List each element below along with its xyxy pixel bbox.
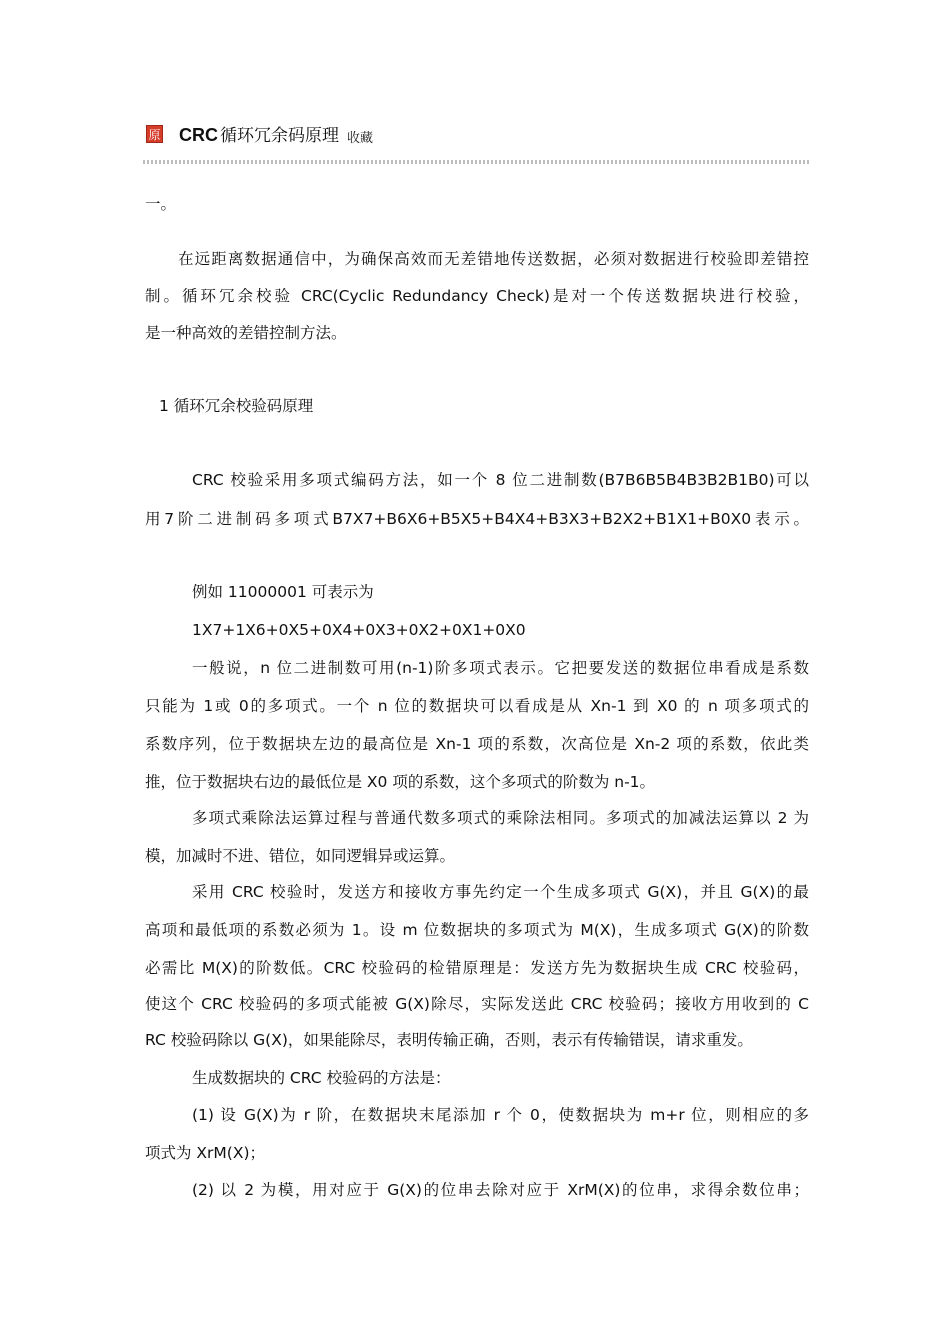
text-line: 必需比 M(X)的阶数低。CRC 校验码的检错原理是：发送方先为数据块生成 CRC 校验码，: [145, 959, 809, 977]
text-line: 生成数据块的 CRC 校验码的方法是：: [192, 1069, 451, 1087]
text-line: RC 校验码除以 G(X)，如果能除尽，表明传输正确，否则，表示有传输错误，请求重发。: [145, 1031, 753, 1049]
text-line: 使这个 CRC 校验码的多项式能被 G(X)除尽，实际发送此 CRC 校验码；接收方用收到的 C: [145, 995, 809, 1013]
text-line: 只能为 1或 0的多项式。一个 n 位的数据块可以看成是从 Xn-1 到 X0 的 n 项多项式的: [145, 697, 809, 715]
text-line: 例如 11000001 可表示为: [192, 583, 374, 601]
text-line: 一般说，n 位二进制数可用(n-1)阶多项式表示。它把要发送的数据位串看成是系数: [192, 659, 809, 677]
article-title-latin: CRC: [179, 125, 218, 145]
text-line: 采用 CRC 校验时，发送方和接收方事先约定一个生成多项式 G(X)，并且 G(X)的最: [192, 883, 809, 901]
text-line: 是一种高效的差错控制方法。: [145, 324, 347, 342]
text-line: (1) 设 G(X)为 r 阶，在数据块末尾添加 r 个 0，使数据块为 m+r 位，则相应的多: [192, 1106, 809, 1124]
formula-line: 1X7+1X6+0X5+0X4+0X3+0X2+0X1+0X0: [192, 621, 526, 639]
text-line: 推，位于数据块右边的最低位是 X0 项的系数，这个多项式的阶数为 n-1。: [145, 773, 656, 791]
text-line: 模，加减时不进、错位，如同逻辑异或运算。: [145, 847, 456, 865]
text-line: (2) 以 2 为模，用对应于 G(X)的位串去除对应于 XrM(X)的位串，求得余数位串；: [192, 1181, 809, 1199]
text-line: 用7阶二进制码多项式B7X7+B6X6+B5X5+B4X4+B3X3+B2X2+B1X1+B0X0表示。: [145, 510, 809, 528]
favorite-link[interactable]: 收藏: [347, 131, 374, 146]
article-title-row: [146, 118, 373, 146]
text-line: 多项式乘除法运算过程与普通代数多项式的乘除法相同。多项式的加减法运算以 2 为: [192, 809, 809, 827]
text-line: 高项和最低项的系数必须为 1。设 m 位数据块的多项式为 M(X)，生成多项式 G(X)的阶数: [145, 921, 809, 939]
article-title: 循环冗余码原理: [220, 126, 339, 146]
text-line: 制。循环冗余校验 CRC(Cyclic Redundancy Check)是对一个传送数据块进行校验，: [145, 287, 809, 305]
title-divider: [143, 160, 810, 164]
text-line: 在远距离数据通信中，为确保高效而无差错地传送数据，必须对数据进行校验即差错控: [178, 250, 809, 268]
text-line: 项式为 XrM(X)；: [145, 1144, 266, 1162]
text-line: 一。: [145, 195, 177, 213]
section-heading: 1 循环冗余校验码原理: [159, 397, 314, 415]
text-line: CRC 校验采用多项式编码方法，如一个 8 位二进制数(B7B6B5B4B3B2B1B0)可以: [192, 471, 809, 489]
text-line: 系数序列，位于数据块左边的最高位是 Xn-1 项的系数，次高位是 Xn-2 项的系数，依此类: [145, 735, 809, 753]
original-badge-icon: 原: [146, 125, 163, 143]
